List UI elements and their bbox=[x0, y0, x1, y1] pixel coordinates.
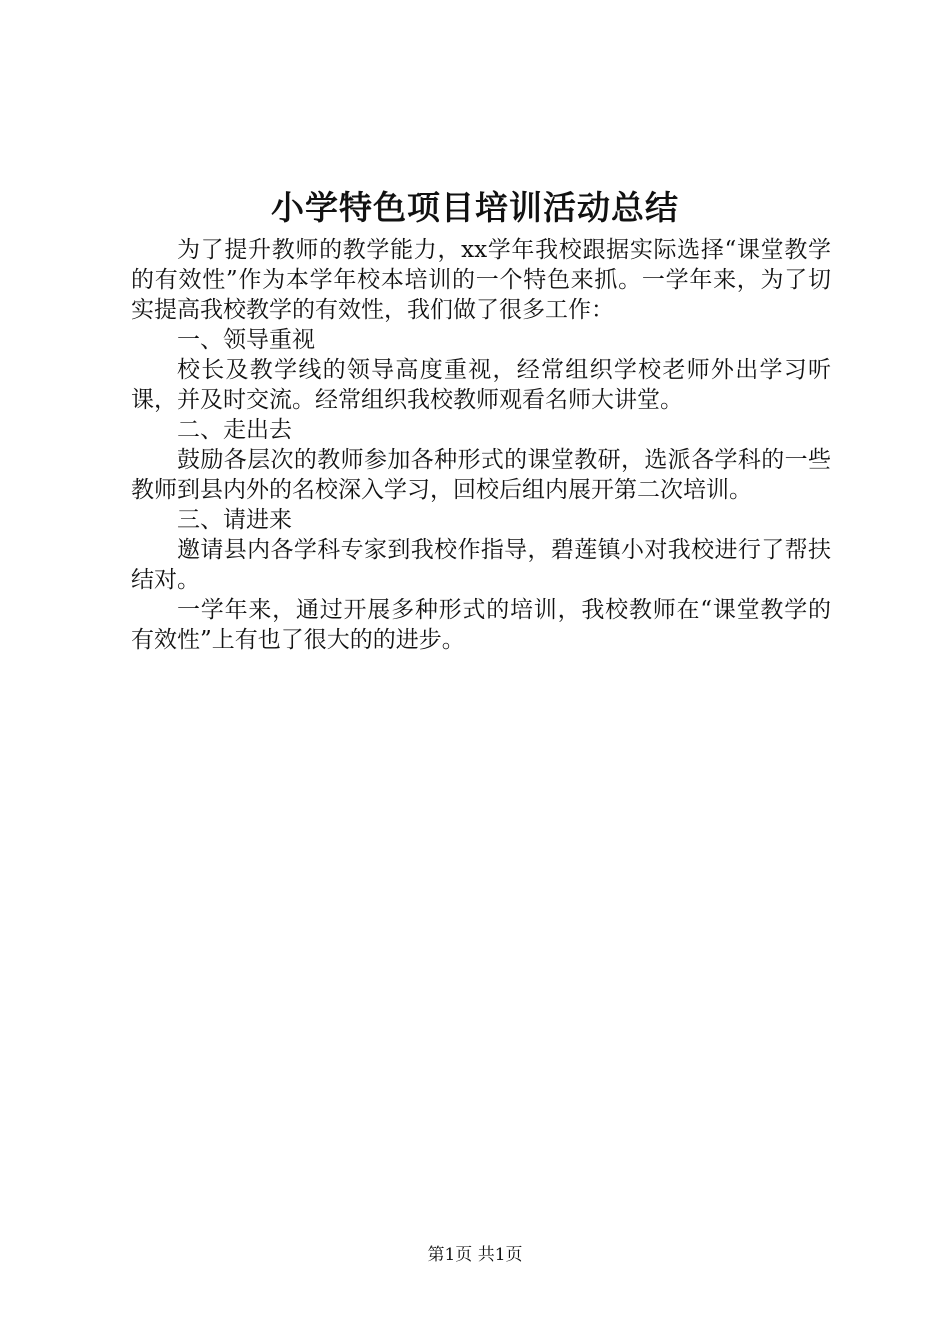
section-heading-2: 二、走出去 bbox=[177, 417, 292, 443]
section-paragraph-2: 鼓励各层次的教师参加各种形式的课堂教研，选派各学科的一些教师到县内外的名校深入学习，回校后组内展开第二次培训。 bbox=[131, 447, 831, 503]
section-heading-1: 一、领导重视 bbox=[177, 327, 315, 353]
section-paragraph-3: 邀请县内各学科专家到我校作指导，碧莲镇小对我校进行了帮扶结对。 bbox=[131, 537, 831, 593]
document-body bbox=[131, 235, 831, 655]
page-footer: 第1页 共1页 bbox=[427, 1245, 523, 1265]
intro-paragraph: 为了提升教师的教学能力，xx学年我校跟据实际选择“课堂教学的有效性”作为本学年校本培训的一个特色来抓。一学年来，为了切实提高我校教学的有效性，我们做了很多工作： bbox=[131, 237, 831, 323]
section-heading-3: 三、请进来 bbox=[177, 507, 292, 533]
section-paragraph-1: 校长及教学线的领导高度重视，经常组织学校老师外出学习听课，并及时交流。经常组织我校教师观看名师大讲堂。 bbox=[131, 357, 831, 413]
conclusion-paragraph: 一学年来，通过开展多种形式的培训，我校教师在“课堂教学的有效性”上有也了很大的的进步。 bbox=[131, 597, 831, 653]
document-title: 小学特色项目培训活动总结 bbox=[271, 188, 679, 227]
